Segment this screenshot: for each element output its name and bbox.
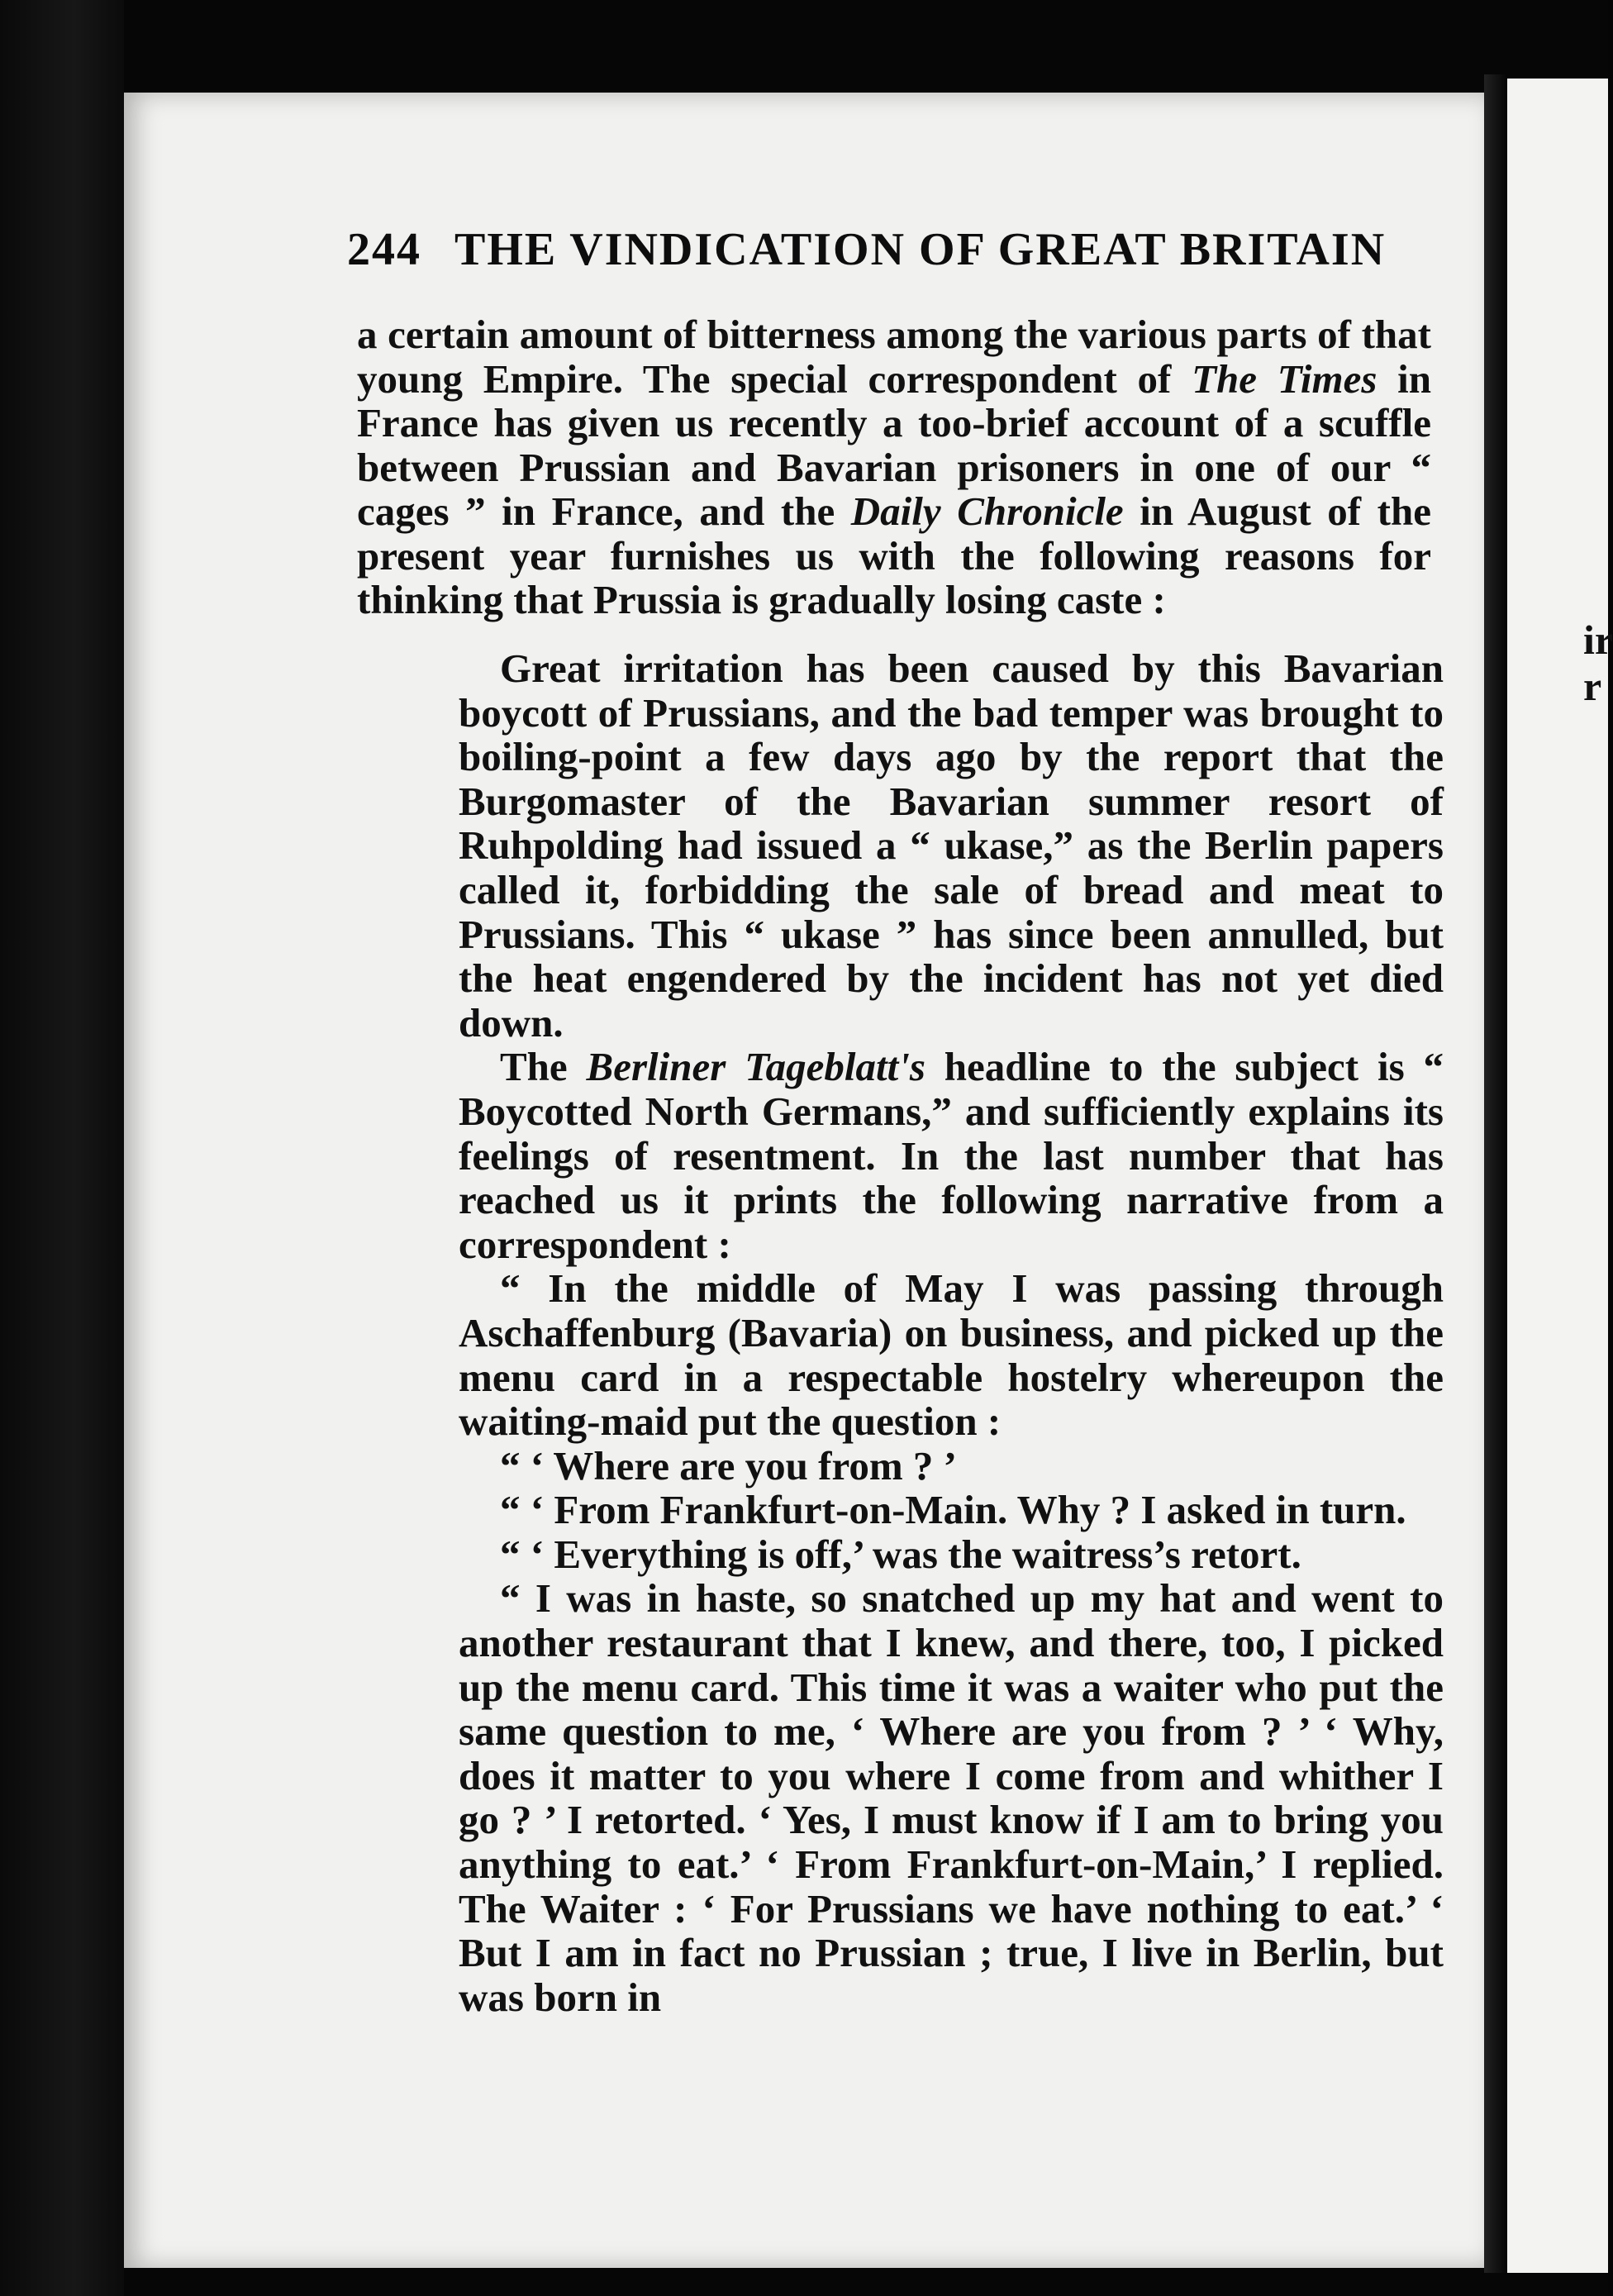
intro-paragraph-text [357,312,1431,622]
intro-italic-chronicle: Daily Chronicle [850,488,1124,534]
quote-2-text-a: The [500,1044,587,1090]
intro-paragraph [357,312,1431,622]
quote-2-italic-tageblatt: Berliner Tageblatt's [586,1044,925,1090]
facing-page-edge [1507,79,1613,2273]
intro-text-1: a certain amount of bitterness among the various parts of that young Empire. The special correspondent of [357,312,1431,402]
quote-paragraph-4: “ ‘ Where are you from ? ’ [500,1442,957,1489]
quote-paragraph-5: “ ‘ From Frankfurt-on-Main. Why ? I asked in turn. [500,1487,1406,1533]
quote-paragraph-3: “ In the middle of May I was passing through Aschaffenburg (Bavaria) on business, and picked up the menu card in a respectable hostelry whereupon the waiting-maid put the question : [459,1265,1444,1445]
quote-paragraph-6: “ ‘ Everything is off,’ was the waitress’s retort. [500,1531,1301,1577]
quote-paragraph-1: Great irritation has been caused by this Bavarian boycott of Prussians, and the bad temper was brought to boiling-point a few days ago by the report that the Burgomaster of the Bavarian summer resort of Ruhpolding had issued a “ ukase,” as the Berlin papers called it, forbidding the sale of bread and meat to Prussians. This “ ukase ” has since been annulled, but the heat engendered by the incident has not yet died down. [459,645,1444,1046]
running-head [347,223,1438,276]
facing-page-fragment-2: r [1583,663,1602,709]
film-left-edge [0,0,124,2296]
block-quotation [459,646,1444,2019]
intro-italic-times: The Times [1192,355,1377,402]
page-gutter [1484,74,1507,2273]
quote-paragraph-2 [459,1045,1444,1266]
intro-text-2: in France has given us recently a too-brief account of a scuffle between Prussian and Bavarian prisoners in one of our “ cages ” in France, and the [357,355,1431,534]
quote-paragraph-7: “ I was in haste, so snatched up my hat and went to another restaurant that I knew, and there, too, I picked up the menu card. This time it was a waiter who put the same question to me, ‘ Where are you from ? ’ ‘ Why, does it matter to you where I come from and whither I go ? ’ I retorted. ‘ Yes, I must know if I am to bring you anything to eat.’ ‘ From Frankfurt-on-Main,’ I replied. The Waiter : ‘ For Prussians we have nothing to eat.’ ‘ But I am in fact no Prussian ; true, I live in Berlin, but was born in [459,1575,1444,2020]
running-title: THE VINDICATION OF GREAT BRITAIN [454,224,1387,275]
facing-page-fragment-1: ir [1583,617,1613,663]
page-number: 244 [347,224,421,275]
intro-text-3: in August of the present year furnishes us with the following reasons for thinking that Prussia is gradually losing caste : [357,488,1431,622]
quote-2-text-b: headline to the subject is “ Boycotted North Germans,” and sufficiently explains its feelings of resentment. In the last number that has reached us it prints the following narrative from a correspondent : [459,1044,1444,1267]
